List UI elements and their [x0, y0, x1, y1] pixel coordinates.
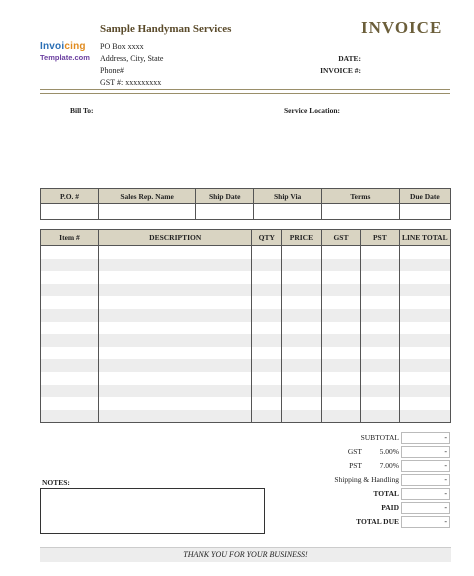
- item-cell[interactable]: [41, 359, 99, 372]
- item-cell[interactable]: [252, 271, 282, 284]
- item-cell[interactable]: [98, 385, 252, 398]
- item-cell[interactable]: [252, 385, 282, 398]
- table-row[interactable]: [41, 246, 451, 259]
- item-cell[interactable]: [399, 284, 450, 297]
- item-cell[interactable]: [41, 347, 99, 360]
- table-header: Terms: [322, 189, 400, 204]
- summary-rate: 7.00%: [379, 461, 399, 470]
- item-cell[interactable]: [41, 410, 99, 423]
- notes-label: NOTES:: [42, 478, 70, 487]
- item-cell[interactable]: [361, 359, 399, 372]
- item-cell[interactable]: [399, 246, 450, 259]
- item-cell[interactable]: [282, 385, 322, 398]
- item-cell[interactable]: [252, 397, 282, 410]
- summary-value[interactable]: -: [401, 446, 450, 458]
- item-cell[interactable]: [98, 296, 252, 309]
- summary-label: TOTAL DUE: [356, 517, 399, 526]
- item-cell[interactable]: [399, 397, 450, 410]
- item-cell[interactable]: [321, 284, 360, 297]
- item-cell[interactable]: [361, 410, 399, 423]
- item-cell[interactable]: [321, 347, 360, 360]
- item-cell[interactable]: [252, 296, 282, 309]
- table-header: Sales Rep. Name: [99, 189, 196, 204]
- ship-via-cell[interactable]: [254, 204, 322, 220]
- item-cell[interactable]: [361, 397, 399, 410]
- table-header: PST: [361, 230, 399, 246]
- summary-label: SUBTOTAL: [360, 433, 399, 442]
- summary-label: PAID: [381, 503, 399, 512]
- service-location-label: Service Location:: [284, 106, 341, 115]
- item-cell[interactable]: [399, 385, 450, 398]
- ship-date-cell[interactable]: [196, 204, 254, 220]
- summary-label: TOTAL: [373, 489, 399, 498]
- summary-label: Shipping & Handling: [334, 475, 399, 484]
- terms-cell[interactable]: [322, 204, 400, 220]
- item-cell[interactable]: [41, 309, 99, 322]
- item-cell[interactable]: [41, 334, 99, 347]
- item-cell[interactable]: [282, 309, 322, 322]
- item-cell[interactable]: [321, 271, 360, 284]
- table-row[interactable]: [41, 284, 451, 297]
- po-number-cell[interactable]: [41, 204, 99, 220]
- item-cell[interactable]: [98, 372, 252, 385]
- item-cell[interactable]: [41, 246, 99, 259]
- item-cell[interactable]: [98, 259, 252, 272]
- item-cell[interactable]: [321, 259, 360, 272]
- table-row[interactable]: [41, 259, 451, 272]
- item-cell[interactable]: [98, 246, 252, 259]
- item-cell[interactable]: [282, 347, 322, 360]
- item-cell[interactable]: [252, 246, 282, 259]
- item-cell[interactable]: [399, 334, 450, 347]
- item-cell[interactable]: [399, 322, 450, 335]
- item-cell[interactable]: [361, 284, 399, 297]
- logo-text-line2: Template.com: [40, 53, 90, 62]
- item-cell[interactable]: [321, 385, 360, 398]
- logo-text-part1: Invoi: [40, 41, 65, 52]
- item-cell[interactable]: [321, 296, 360, 309]
- item-cell[interactable]: [282, 372, 322, 385]
- item-cell[interactable]: [361, 385, 399, 398]
- item-cell[interactable]: [252, 309, 282, 322]
- item-cell[interactable]: [321, 397, 360, 410]
- line-items-table: [40, 229, 451, 423]
- item-cell[interactable]: [321, 309, 360, 322]
- item-cell[interactable]: [98, 359, 252, 372]
- item-cell[interactable]: [41, 385, 99, 398]
- item-cell[interactable]: [361, 322, 399, 335]
- table-row[interactable]: [41, 372, 451, 385]
- item-cell[interactable]: [98, 397, 252, 410]
- company-address-line: PO Box xxxx: [100, 42, 144, 51]
- item-cell[interactable]: [399, 359, 450, 372]
- item-cell[interactable]: [361, 372, 399, 385]
- summary-value[interactable]: -: [401, 488, 450, 500]
- item-cell[interactable]: [399, 296, 450, 309]
- item-cell[interactable]: [282, 259, 322, 272]
- item-cell[interactable]: [41, 296, 99, 309]
- table-row[interactable]: [41, 334, 451, 347]
- table-row[interactable]: [41, 385, 451, 398]
- item-cell[interactable]: [399, 410, 450, 423]
- table-row[interactable]: [41, 397, 451, 410]
- table-row[interactable]: [41, 410, 451, 423]
- table-header: Item #: [41, 230, 99, 246]
- item-cell[interactable]: [282, 410, 322, 423]
- bill-to-label: Bill To:: [70, 106, 94, 115]
- item-cell[interactable]: [361, 334, 399, 347]
- table-row[interactable]: [41, 322, 451, 335]
- table-header: Ship Date: [196, 189, 254, 204]
- item-cell[interactable]: [252, 372, 282, 385]
- item-cell[interactable]: [361, 296, 399, 309]
- table-row[interactable]: [41, 271, 451, 284]
- item-cell[interactable]: [282, 271, 322, 284]
- item-cell[interactable]: [321, 322, 360, 335]
- item-cell[interactable]: [399, 309, 450, 322]
- item-cell[interactable]: [98, 322, 252, 335]
- item-cell[interactable]: [282, 322, 322, 335]
- item-cell[interactable]: [41, 322, 99, 335]
- item-cell[interactable]: [321, 372, 360, 385]
- table-header: P.O. #: [41, 189, 99, 204]
- summary-value[interactable]: -: [401, 460, 450, 472]
- item-cell[interactable]: [321, 334, 360, 347]
- table-header: PRICE: [282, 230, 322, 246]
- item-cell[interactable]: [98, 284, 252, 297]
- summary-label: GST: [347, 447, 362, 456]
- table-row[interactable]: [41, 309, 451, 322]
- company-name: Sample Handyman Services: [100, 23, 232, 35]
- summary-value[interactable]: -: [401, 474, 450, 486]
- table-row[interactable]: [41, 359, 451, 372]
- item-cell[interactable]: [252, 359, 282, 372]
- company-address-line: GST #: xxxxxxxxx: [100, 78, 162, 87]
- table-header: QTY: [252, 230, 282, 246]
- item-cell[interactable]: [252, 322, 282, 335]
- item-cell[interactable]: [321, 246, 360, 259]
- invoice-title: INVOICE: [361, 18, 443, 37]
- summary-value[interactable]: -: [401, 516, 450, 528]
- item-cell[interactable]: [98, 347, 252, 360]
- item-cell[interactable]: [252, 284, 282, 297]
- date-label: DATE:: [338, 54, 361, 63]
- table-header: LINE TOTAL: [399, 230, 450, 246]
- invoicing-template-logo: [40, 41, 96, 63]
- table-row[interactable]: [41, 296, 451, 309]
- table-row[interactable]: [41, 347, 451, 360]
- item-cell[interactable]: [252, 334, 282, 347]
- item-cell[interactable]: [399, 347, 450, 360]
- sales-rep-cell[interactable]: [99, 204, 196, 220]
- table-header: GST: [321, 230, 360, 246]
- table-header: Due Date: [399, 189, 450, 204]
- table-header: Ship Via: [254, 189, 322, 204]
- item-cell[interactable]: [361, 347, 399, 360]
- item-cell[interactable]: [41, 284, 99, 297]
- item-cell[interactable]: [282, 246, 322, 259]
- item-cell[interactable]: [252, 347, 282, 360]
- item-cell[interactable]: [41, 271, 99, 284]
- summary-value[interactable]: -: [401, 432, 450, 444]
- summary-rate: 5.00%: [379, 447, 399, 456]
- notes-box[interactable]: [40, 488, 265, 534]
- company-address-line: Phone#: [100, 66, 124, 75]
- item-cell[interactable]: [98, 334, 252, 347]
- logo-text-part2: cing: [64, 41, 86, 52]
- item-cell[interactable]: [252, 259, 282, 272]
- item-cell[interactable]: [98, 410, 252, 423]
- thank-you-message: THANK YOU FOR YOUR BUSINESS!: [40, 547, 451, 562]
- item-cell[interactable]: [98, 309, 252, 322]
- header-divider: [40, 89, 450, 94]
- due-date-cell[interactable]: [399, 204, 450, 220]
- item-cell[interactable]: [41, 259, 99, 272]
- item-cell[interactable]: [361, 259, 399, 272]
- item-cell[interactable]: [282, 296, 322, 309]
- item-cell[interactable]: [98, 271, 252, 284]
- order-info-table: [40, 188, 451, 220]
- summary-label: PST: [349, 461, 362, 470]
- item-cell[interactable]: [252, 410, 282, 423]
- item-cell[interactable]: [361, 309, 399, 322]
- item-cell[interactable]: [282, 397, 322, 410]
- item-cell[interactable]: [41, 397, 99, 410]
- item-cell[interactable]: [361, 271, 399, 284]
- invoice-number-label: INVOICE #:: [320, 66, 361, 75]
- item-cell[interactable]: [399, 372, 450, 385]
- item-cell[interactable]: [41, 372, 99, 385]
- item-cell[interactable]: [399, 271, 450, 284]
- item-cell[interactable]: [361, 246, 399, 259]
- item-cell[interactable]: [282, 359, 322, 372]
- company-address-line: Address, City, State: [100, 54, 164, 63]
- item-cell[interactable]: [321, 359, 360, 372]
- item-cell[interactable]: [282, 334, 322, 347]
- item-cell[interactable]: [321, 410, 360, 423]
- item-cell[interactable]: [399, 259, 450, 272]
- table-header: DESCRIPTION: [98, 230, 252, 246]
- item-cell[interactable]: [282, 284, 322, 297]
- summary-value[interactable]: -: [401, 502, 450, 514]
